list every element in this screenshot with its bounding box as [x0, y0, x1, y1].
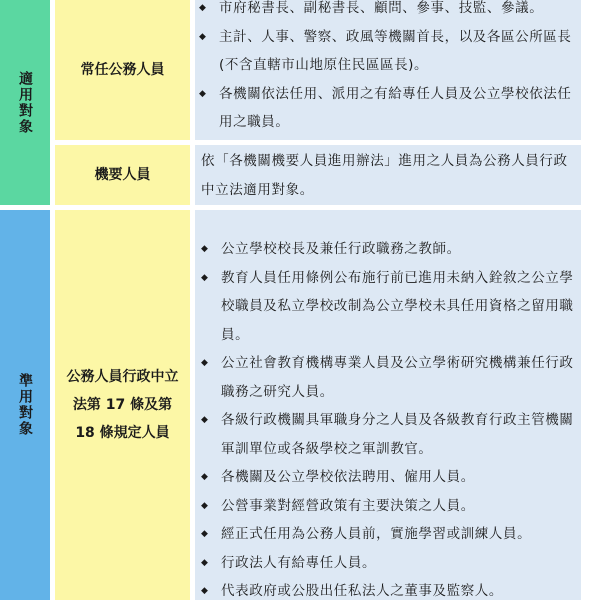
- diamond-bullet-icon: ◆: [201, 415, 209, 425]
- list-item: [197, 349, 577, 406]
- diamond-bullet-icon: ◆: [201, 472, 209, 482]
- role-label: 公務人員行政中立法第 17 條及第 18 條規定人員: [66, 369, 179, 441]
- list-item: [195, 80, 581, 137]
- role-label: 機要人員: [94, 167, 151, 183]
- list-item: [197, 235, 577, 264]
- diamond-bullet-icon: ◆: [201, 500, 209, 511]
- category-quasi-label: 準用對象: [17, 373, 33, 437]
- list-item: [197, 549, 577, 578]
- diamond-bullet-icon: ◆: [199, 88, 207, 99]
- diamond-bullet-icon: ◆: [201, 586, 209, 596]
- list-item: [197, 520, 577, 549]
- diamond-bullet-icon: ◆: [201, 244, 209, 254]
- list-item-text: 經正式任用為公務人員前，實施學習或訓練人員。: [221, 526, 532, 542]
- diamond-bullet-icon: ◆: [199, 3, 207, 13]
- list-item: [197, 492, 577, 521]
- list-item-text: 各機關及公立學校依法聘用、僱用人員。: [221, 469, 475, 485]
- list-item-text: 主計、人事、警察、政風等機關首長，以及各區公所區長(不含直轄市山地原住民區區長)。: [219, 28, 572, 73]
- bullet-list: [195, 0, 581, 137]
- list-item-text: 公營事業對經營政策有主要決策之人員。: [221, 497, 475, 514]
- diamond-bullet-icon: ◆: [201, 272, 209, 283]
- role-cell-article-17-18-personnel: [55, 210, 190, 600]
- list-item: [197, 463, 577, 492]
- category-applicable-label: 適用對象: [17, 70, 33, 135]
- paragraph-text: 依「各機關機要人員進用辦法」進用之人員為公務人員行政中立法適用對象。: [201, 153, 568, 198]
- list-item-text: 市府秘書長、副秘書長、顧問、參事、技監、參議。: [219, 0, 544, 16]
- list-item: [197, 406, 577, 463]
- list-item-text: 各級行政機關具軍職身分之人員及各級教育行政主管機關軍訓單位或各級學校之軍訓教官。: [221, 412, 574, 457]
- role-cell-regular-civil-servants: [55, 0, 190, 140]
- diamond-bullet-icon: ◆: [201, 529, 209, 539]
- list-item-text: 行政法人有給專任人員。: [221, 554, 377, 571]
- content-cell-regular-civil-servants: [195, 0, 581, 140]
- diamond-bullet-icon: ◆: [201, 557, 209, 568]
- diamond-bullet-icon: ◆: [201, 358, 209, 368]
- content-cell-article-17-18-personnel: [195, 210, 581, 600]
- list-item-text: 教育人員任用條例公布施行前已進用未納入銓敘之公立學校職員及私立學校改制為公立學校未具任用資格之留用職員。: [221, 269, 574, 343]
- list-item: [195, 0, 581, 23]
- list-item: [197, 577, 577, 606]
- role-cell-confidential-staff: [55, 145, 190, 205]
- list-item: [197, 264, 577, 350]
- list-item-text: 公立社會教育機構專業人員及公立學術研究機構兼任行政職務之研究人員。: [221, 355, 574, 400]
- list-item-text: 各機關依法任用、派用之有給專任人員及公立學校依法任用之職員。: [219, 85, 572, 130]
- category-quasi: [0, 210, 50, 600]
- bullet-list: [197, 235, 577, 606]
- list-item: [195, 23, 581, 80]
- role-label: 常任公務人員: [80, 62, 165, 78]
- list-item-text: 代表政府或公股出任私法人之董事及監察人。: [221, 583, 503, 599]
- list-item-text: 公立學校校長及兼任行政職務之教師。: [221, 241, 461, 257]
- category-applicable: [0, 0, 50, 205]
- content-cell-confidential-staff: [195, 145, 581, 205]
- diamond-bullet-icon: ◆: [199, 31, 207, 42]
